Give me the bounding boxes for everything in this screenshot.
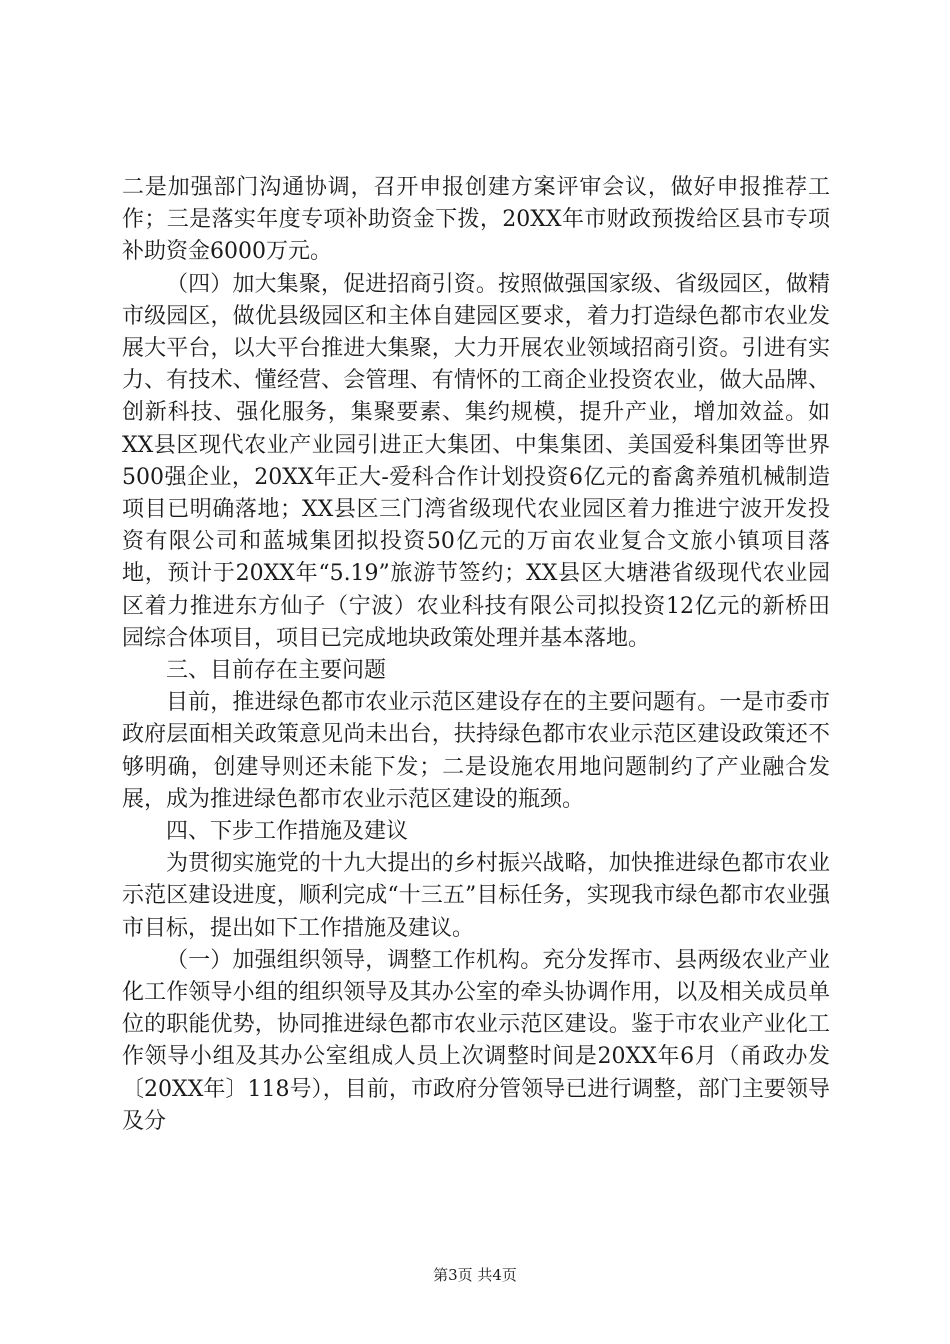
paragraph-next-steps-intro: 为贯彻实施党的十九大提出的乡村振兴战略，加快推进绿色都市农业示范区建设进度，顺利完成“十三五”目标任务，实现我市绿色都市农业强市目标，提出如下工作措施及建议。 xyxy=(122,851,830,941)
paragraph-organization: （一）加强组织领导，调整工作机构。充分发挥市、县两级农业产业化工作领导小组的组织领导及其办公室的牵头协调作用，以及相关成员单位的职能优势，协同推进绿色都市农业示范区建设。鉴于市农业产业化工作领导小组及其办公室组成人员上次调整时间是20XX年6月（甬政办发〔20XX年〕118号），目前，市政府分管领导已进行调整，部门主要领导及分 xyxy=(122,947,830,1134)
document-body xyxy=(122,172,830,1138)
section-heading-next-steps: 四、下步工作措施及建议 xyxy=(166,819,409,845)
paragraph-investment-promotion: （四）加大集聚，促进招商引资。按照做强国家级、省级园区，做精市级园区，做优县级园区和主体自建园区要求，着力打造绿色都市农业发展大平台，以大平台推进大集聚，大力开展农业领域招商引资。引进有实力、有技术、懂经营、会管理、有情怀的工商企业投资农业，做大品牌、创新科技、强化服务，集聚要素、集约规模，提升产业，增加效益。如XX县区现代农业产业园引进正大集团、中集集团、美国爱科集团等世界500强企业，20XX年正大-爱科合作计划投资6亿元的畜禽养殖机械制造项目已明确落地；XX县区三门湾省级现代农业园区着力推进宁波开发投资有限公司和蓝城集团拟投资50亿元的万亩农业复合文旅小镇项目落地，预计于20XX年“5.19”旅游节签约；XX县区大塘港省级现代农业园区着力推进东方仙子（宁波）农业科技有限公司拟投资12亿元的新桥田园综合体项目，项目已完成地块政策处理并基本落地。 xyxy=(122,271,830,651)
page-footer: 第3页 共4页 xyxy=(433,1266,517,1284)
paragraph-problems: 目前，推进绿色都市农业示范区建设存在的主要问题有。一是市委市政府层面相关政策意见尚未出台，扶持绿色都市农业示范区建设政策还不够明确，创建导则还未能下发；二是设施农用地问题制约了产业融合发展，成为推进绿色都市农业示范区建设的瓶颈。 xyxy=(122,690,830,812)
section-heading-problems: 三、目前存在主要问题 xyxy=(166,658,387,684)
paragraph-continuation: 二是加强部门沟通协调，召开申报创建方案评审会议，做好申报推荐工作；三是落实年度专项补助资金下拨，20XX年市财政预拨给区县市专项补助资金6000万元。 xyxy=(122,175,830,265)
